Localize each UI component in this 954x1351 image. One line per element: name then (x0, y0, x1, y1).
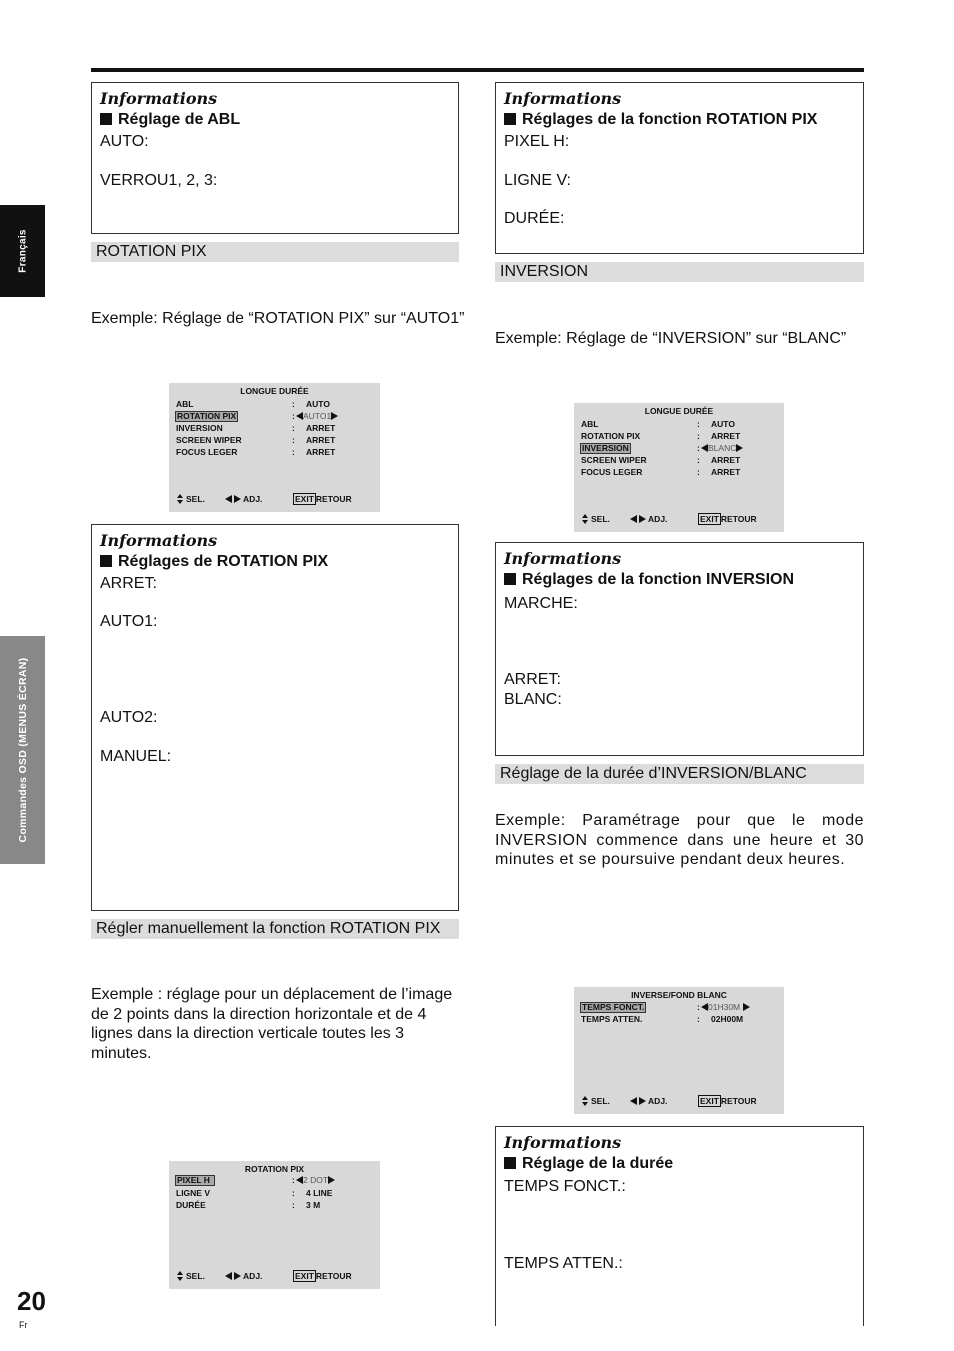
info-line: TEMPS FONCT.: (504, 1178, 626, 1195)
osd-row: SCREEN WIPER : ARRET (581, 455, 741, 465)
osd-row-label: ROTATION PIX (581, 431, 641, 441)
info-line: TEMPS ATTEN.: (504, 1255, 623, 1272)
square-bullet-icon (100, 555, 112, 567)
exit-key-icon: EXIT (700, 1096, 719, 1106)
square-bullet-icon (100, 113, 112, 125)
arrow-left-icon (630, 515, 637, 523)
osd-screen-longue-duree (169, 383, 380, 512)
arrow-left-icon (225, 1272, 232, 1280)
osd-row-value: 2 DOT (303, 1175, 329, 1185)
info-line: DURÉE: (504, 210, 565, 227)
arrow-left-icon (296, 412, 303, 420)
arrow-left-icon (296, 1176, 303, 1184)
osd-footer: SEL. ADJ. EXIT RETOUR (176, 1271, 374, 1283)
side-tab-section (0, 636, 45, 864)
osd-row-label: FOCUS LEGER (581, 467, 643, 477)
osd-row-label: LIGNE V (176, 1188, 211, 1198)
osd-row-value: 02H00M (711, 1014, 744, 1024)
osd-row-label: TEMPS ATTEN. (581, 1014, 643, 1024)
arrow-right-icon (736, 444, 743, 452)
info-box-title: Informations (100, 531, 218, 550)
osd-screen-rotation-pix (169, 1161, 380, 1289)
osd-row-label: PIXEL H (175, 1175, 215, 1186)
osd-row-label: ROTATION PIX (177, 411, 237, 421)
info-box-title: Informations (100, 89, 218, 108)
osd-row-label: ABL (581, 419, 599, 429)
osd-row-value: ARRET (711, 431, 741, 441)
info-box-abl (91, 82, 459, 234)
arrow-left-icon (701, 444, 708, 452)
info-box-subtitle: Réglage de la durée (504, 1155, 673, 1173)
osd-row-value: ARRET (711, 467, 741, 477)
info-line: BLANC: (504, 691, 562, 708)
square-bullet-icon (504, 573, 516, 585)
osd-footer: SEL. ADJ. EXIT RETOUR (581, 1096, 778, 1108)
osd-row-value: 3 M (306, 1200, 321, 1210)
language-code: Fr (19, 1320, 28, 1330)
square-bullet-icon (504, 113, 516, 125)
info-line: MARCHE: (504, 595, 578, 612)
info-box-title: Informations (504, 89, 622, 108)
top-rule (91, 68, 864, 72)
osd-row-label: ABL (176, 399, 194, 409)
exit-key-icon: EXIT (295, 494, 314, 504)
osd-row-selected: INVERSION : BLANC (574, 443, 784, 454)
info-box-inversion-function (495, 542, 864, 756)
osd-row-label: FOCUS LEGER (176, 447, 238, 457)
info-box-subtitle: Réglages de la fonction ROTATION PIX (504, 111, 817, 129)
osd-row: INVERSION : ARRET (176, 423, 336, 433)
osd-footer: SEL. ADJ. EXIT RETOUR (581, 514, 778, 526)
osd-row: DURÉE : 3 M (176, 1200, 321, 1210)
section-bar-inversion: INVERSION (495, 262, 864, 282)
osd-row: FOCUS LEGER : ARRET (581, 467, 741, 477)
example-text: Exemple: Réglage de “INVERSION” sur “BLANC” (495, 330, 847, 347)
osd-row-value: ARRET (306, 447, 336, 457)
osd-row: FOCUS LEGER : ARRET (176, 447, 336, 457)
exit-key-icon: EXIT (700, 514, 719, 524)
example-text: Exemple: Réglage de “ROTATION PIX” sur “AUTO1” (91, 310, 465, 327)
up-down-arrows-icon (582, 1096, 589, 1106)
osd-row: TEMPS ATTEN. : 02H00M (581, 1014, 744, 1024)
info-line: AUTO2: (100, 709, 158, 726)
arrow-right-icon (328, 1176, 335, 1184)
exit-key-icon: EXIT (295, 1271, 314, 1281)
arrow-right-icon (234, 495, 241, 503)
arrow-right-icon (639, 1097, 646, 1105)
osd-row-selected: PIXEL H : 2 DOT (169, 1175, 380, 1186)
osd-screen-inverse-fond-blanc (574, 987, 784, 1114)
arrow-right-icon (743, 1003, 750, 1011)
section-bar-rotation-pix: ROTATION PIX (91, 242, 459, 262)
example-text: Exemple: Paramétrage pour que le mode INVERSION commence dans une heure et 30 minutes et se poursuive pendant deux heures. (495, 812, 864, 868)
info-box-rotation-pix (91, 524, 459, 911)
osd-title: ROTATION PIX (244, 1164, 305, 1174)
arrow-right-icon (639, 515, 646, 523)
osd-row-value: ARRET (306, 423, 336, 433)
osd-screen-longue-duree-inversion (574, 403, 784, 532)
info-box-rotation-pix-function (495, 82, 864, 254)
side-tab-section-label: Commandes OSD (MENUS ÉCRAN) (16, 657, 29, 843)
info-line: ARRET: (100, 575, 157, 592)
info-line: VERROU1, 2, 3: (100, 172, 218, 189)
info-box-duration (495, 1126, 864, 1326)
osd-row-value: 01H30M (708, 1002, 741, 1012)
osd-title: LONGUE DURÉE (240, 386, 309, 396)
osd-row-label: SCREEN WIPER (176, 435, 242, 445)
side-tab-language (0, 205, 45, 297)
info-box-title: Informations (504, 549, 622, 568)
osd-row-value: BLANC (708, 443, 737, 453)
osd-row-label: DURÉE (176, 1200, 206, 1210)
info-box-subtitle: Réglages de la fonction INVERSION (504, 571, 794, 589)
info-line: PIXEL H: (504, 133, 570, 150)
osd-row: ABL : AUTO (176, 399, 330, 409)
osd-row-value: 4 LINE (306, 1188, 333, 1198)
osd-row-label: INVERSION (176, 423, 223, 433)
info-box-subtitle: Réglage de ABL (100, 111, 240, 129)
arrow-left-icon (701, 1003, 708, 1011)
arrow-right-icon (234, 1272, 241, 1280)
osd-row-value: AUTO (306, 399, 330, 409)
info-line: LIGNE V: (504, 172, 571, 189)
info-box-title: Informations (504, 1133, 622, 1152)
osd-row: ROTATION PIX : ARRET (581, 431, 741, 441)
osd-row-selected: TEMPS FONCT. : 01H30M (574, 1002, 784, 1013)
osd-row: ABL : AUTO (581, 419, 735, 429)
osd-footer: SEL. ADJ. EXIT RETOUR (176, 494, 374, 506)
side-tab-language-label: Français (17, 229, 28, 273)
osd-row-value: ARRET (711, 455, 741, 465)
info-box-subtitle: Réglages de ROTATION PIX (100, 553, 328, 571)
arrow-left-icon (630, 1097, 637, 1105)
arrow-right-icon (331, 412, 338, 420)
osd-title: INVERSE/FOND BLANC (631, 990, 727, 1000)
osd-row-value: AUTO1 (303, 411, 332, 421)
osd-row: LIGNE V : 4 LINE (176, 1188, 333, 1198)
example-text: Exemple : réglage pour un déplacement de l’image de 2 points dans la direction horizontale et de 4 lignes dans la direction verticale toutes les 3 minutes. (91, 986, 453, 1062)
up-down-arrows-icon (177, 1271, 184, 1281)
osd-row-value: AUTO (711, 419, 735, 429)
up-down-arrows-icon (177, 494, 184, 504)
arrow-left-icon (225, 495, 232, 503)
osd-row-selected: ROTATION PIX : AUTO1 (169, 411, 380, 422)
page-number: 20 (17, 1286, 46, 1316)
osd-row-label: SCREEN WIPER (581, 455, 647, 465)
osd-row: SCREEN WIPER : ARRET (176, 435, 336, 445)
info-line: AUTO: (100, 133, 149, 150)
info-line: ARRET: (504, 671, 561, 688)
up-down-arrows-icon (582, 514, 589, 524)
osd-title: LONGUE DURÉE (644, 406, 714, 416)
info-line: MANUEL: (100, 748, 172, 765)
osd-row-label: TEMPS FONCT. (582, 1002, 645, 1012)
section-bar-inversion-duration: Réglage de la durée d’INVERSION/BLANC (495, 764, 864, 784)
osd-row-value: ARRET (306, 435, 336, 445)
info-line: AUTO1: (100, 613, 158, 630)
section-bar-manual-rotation: Régler manuellement la fonction ROTATION PIX (91, 919, 459, 939)
osd-row-label: INVERSION (582, 443, 629, 453)
square-bullet-icon (504, 1157, 516, 1169)
